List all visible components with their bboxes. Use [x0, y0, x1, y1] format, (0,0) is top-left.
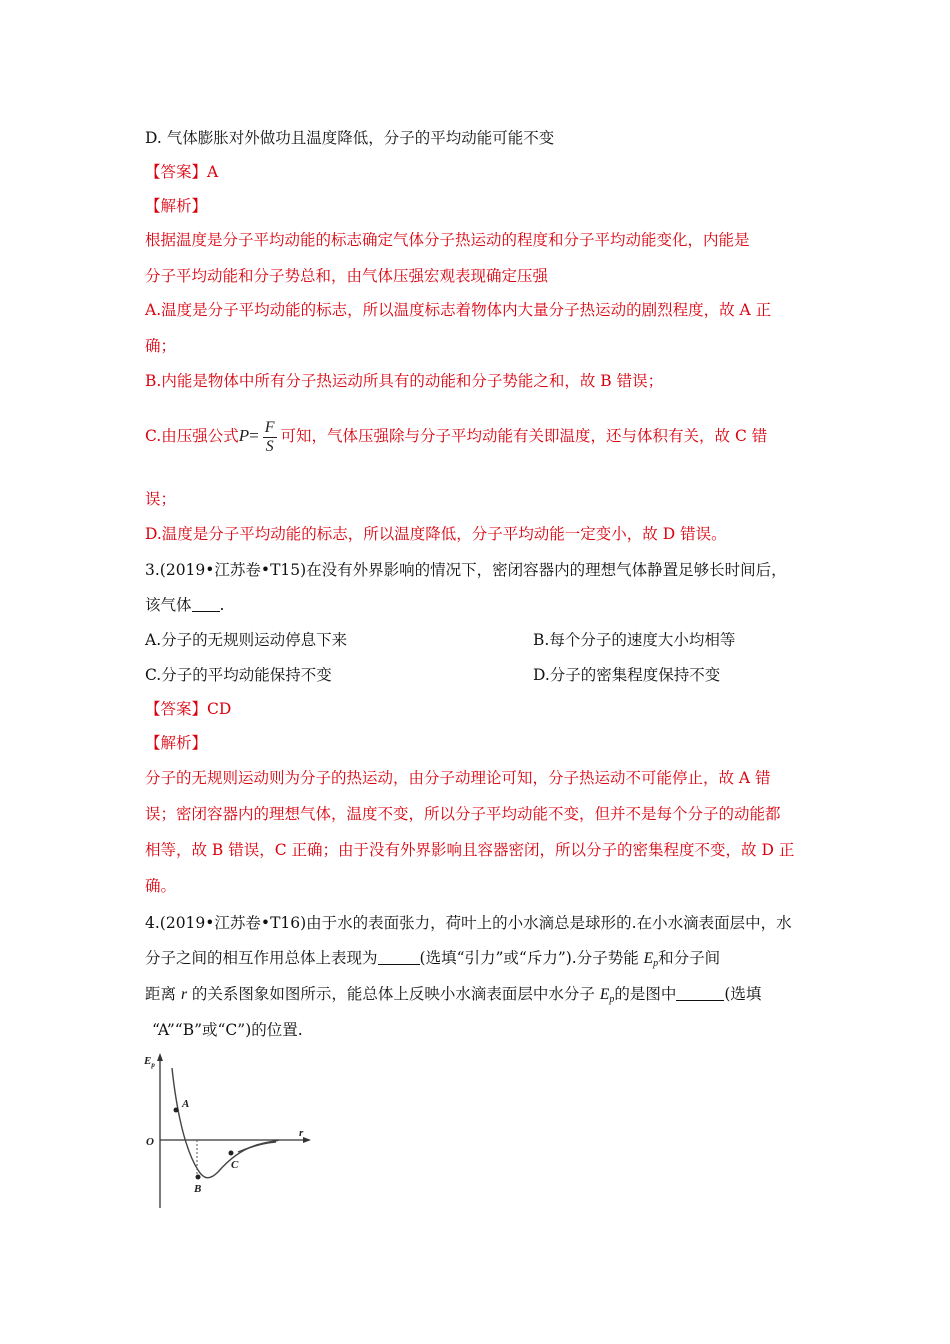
q3-option-c: C.分子的平均动能保持不变 — [145, 666, 332, 684]
point-b-label: B — [194, 1183, 202, 1195]
q2-answer: A — [207, 163, 219, 181]
q2-analysis-line-6 — [145, 412, 767, 460]
formula-eq: = — [249, 426, 259, 445]
pressure-formula — [239, 426, 259, 445]
q4-stem-line-3 — [145, 984, 761, 1010]
r-symbol: r — [180, 986, 187, 1003]
q4-blank-force — [378, 950, 420, 965]
q4-stem-line-4: “A”“B”或“C”)的位置. — [152, 1021, 303, 1039]
q3-stem-line-1: 3.(2019•江苏卷•T15)在没有外界影响的情况下，密闭容器内的理想气体静置足够长时间后， — [145, 561, 787, 579]
formula-denominator: S — [265, 437, 274, 455]
q4-stem-line-1: 4.(2019•江苏卷•T16)由于水的表面张力，荷叶上的小水滴总是球形的.在小水滴表面层中，水 — [145, 914, 792, 932]
formula-conclusion: 可知，气体压强除与分子平均动能有关即温度，还与体积有关，故 C 错 — [280, 427, 768, 445]
answer-tag: 【答案】 — [145, 700, 208, 718]
q4-text-b: (选填“引力”或“斥力”).分子势能 — [419, 949, 644, 967]
q3-stem-period: . — [219, 596, 225, 614]
q2-analysis-line-8: D.温度是分子平均动能的标志，所以温度降低，分子平均动能一定变小，故 D 错误。 — [145, 525, 727, 543]
formula-fraction — [263, 419, 277, 456]
q4-text-a: 分子之间的相互作用总体上表现为 — [145, 949, 378, 967]
q3-option-a: A.分子的无规则运动停息下来 — [145, 631, 348, 649]
q2-analysis-line-5: B.内能是物体中所有分子热运动所具有的动能和分子势能之和，故 B 错误； — [145, 372, 664, 390]
point-a-dot — [174, 1108, 179, 1113]
q3-stem-text: 该气体 — [145, 596, 192, 614]
q2-analysis-line-4: 确； — [145, 337, 177, 355]
ep-symbol: $E_p$ — [643, 950, 659, 969]
q3-option-d: D.分子的密集程度保持不变 — [533, 666, 721, 684]
x-axis-arrow — [303, 1137, 311, 1143]
q4-text-c: 和分子间 — [658, 949, 721, 967]
q3-analysis-line-2: 误；密闭容器内的理想气体，温度不变，所以分子平均动能不变，但并不是每个分子的动能都 — [145, 805, 781, 823]
y-axis-arrow — [157, 1053, 163, 1061]
point-b-dot — [196, 1175, 201, 1180]
q4-text-d: 距离 — [145, 985, 181, 1003]
origin-label: O — [146, 1136, 154, 1148]
q3-stem-line-2 — [145, 595, 224, 615]
formula-p: P — [238, 426, 250, 445]
q4-blank-position — [676, 986, 724, 1001]
q2-answer-line — [145, 162, 218, 182]
q4-text-e: 的关系图象如图所示，能总体上反映小水滴表面层中水分子 — [186, 985, 600, 1003]
q3-analysis-line-3: 相等，故 B 错误，C 正确；由于没有外界影响且容器密闭，所以分子的密集程度不变，故 D 正 — [145, 841, 795, 859]
point-c-dot — [229, 1151, 234, 1156]
q4-text-f: 的是图中 — [614, 985, 677, 1003]
q3-analysis-line-1: 分子的无规则运动则为分子的热运动，由分子动理论可知，分子热运动不可能停止，故 A 错 — [145, 769, 771, 787]
q2-analysis-line-2: 分子平均动能和分子势总和，由气体压强宏观表现确定压强 — [145, 267, 549, 285]
y-axis-label: $E_p$ — [144, 1055, 155, 1069]
q4-stem-line-2 — [145, 948, 720, 974]
q4-text-g: (选填 — [724, 985, 762, 1003]
point-c-label: C — [231, 1159, 239, 1171]
q3-analysis-tag: 【解析】 — [145, 734, 208, 752]
q2-analysis-tag: 【解析】 — [145, 197, 208, 215]
q3-answer: CD — [207, 700, 232, 718]
q2-analysis-line-3: A.温度是分子平均动能的标志，所以温度标志着物体内大量分子热运动的剧烈程度，故 A 正 — [145, 301, 772, 319]
q3-answer-blank — [192, 597, 220, 612]
ep-symbol: $E_p$ — [599, 986, 615, 1005]
potential-energy-graph — [138, 1048, 318, 1208]
point-a-label: A — [182, 1098, 190, 1110]
q2-analysis-line-1: 根据温度是分子平均动能的标志确定气体分子热运动的程度和分子平均动能变化，内能是 — [145, 231, 750, 249]
x-axis-label: r — [299, 1127, 304, 1139]
q2-option-d: D. 气体膨胀对外做功且温度降低，分子的平均动能可能不变 — [145, 129, 555, 147]
q3-analysis-line-4: 确。 — [145, 877, 177, 895]
formula-intro: C.由压强公式 — [145, 427, 239, 445]
formula-numerator: F — [264, 418, 275, 436]
answer-tag: 【答案】 — [145, 163, 208, 181]
q3-answer-line — [145, 699, 231, 719]
q3-option-b: B.每个分子的速度大小均相等 — [533, 631, 736, 649]
q2-analysis-line-7: 误； — [145, 490, 177, 508]
ep-curve — [172, 1068, 279, 1178]
